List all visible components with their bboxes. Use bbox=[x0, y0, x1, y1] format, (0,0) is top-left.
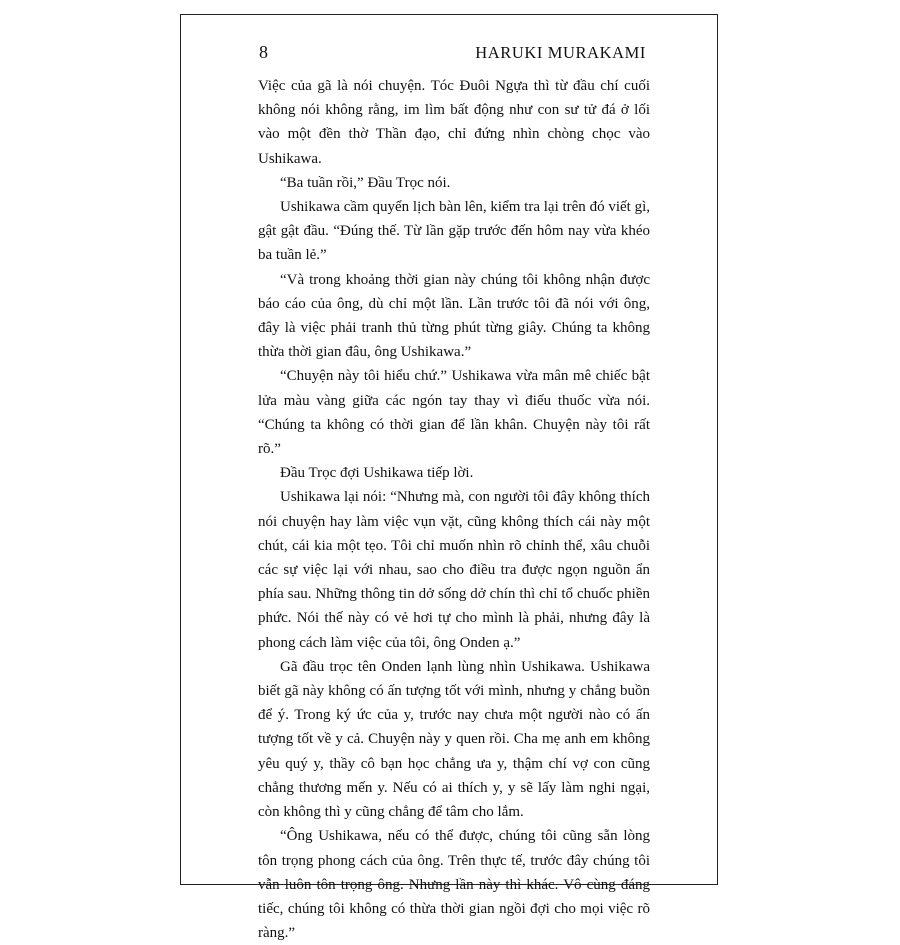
paragraph: Gã đầu trọc tên Onden lạnh lùng nhìn Ushikawa. Ushikawa biết gã này không có ấn tượng tốt với mình, nhưng y chẳng buồn để ý. Trong ký ức của y, trước nay chưa một người nào có ấn tượng tốt về y cả. Chuyện này y quen rồi. Cha mẹ anh em không yêu quý y, thầy cô bạn học chẳng ưa y, thậm chí vợ con cũng chẳng thương mến y. Nếu có ai thích y, y sẽ lấy làm nghi ngại, còn không thì y cũng chẳng để tâm cho lắm. bbox=[258, 658, 650, 821]
running-head-author: HARUKI MURAKAMI bbox=[475, 43, 646, 62]
paragraph: Việc của gã là nói chuyện. Tóc Đuôi Ngựa thì từ đầu chí cuối không nói không rằng, im lìm bất động như con sư tử đá ở lối vào một đền thờ Thần đạo, chỉ đứng nhìn chòng chọc vào Ushikawa. bbox=[258, 78, 650, 167]
paragraph: “Ông Ushikawa, nếu có thể được, chúng tôi cũng sẵn lòng tôn trọng phong cách của ông. Trên thực tế, trước đây chúng tôi vẫn luôn tôn trọng ông. Nhưng lần này thì khác. Vô cùng đáng tiếc, chúng tôi không có thừa thời gian ngồi đợi cho mọi việc rõ ràng.” bbox=[258, 828, 650, 942]
paragraph: “Chuyện này tôi hiểu chứ.” Ushikawa vừa mân mê chiếc bật lửa màu vàng giữa các ngón tay thay vì điếu thuốc vừa nói. “Chúng ta không có thời gian để lần khân. Chuyện này tôi rất rõ.” bbox=[258, 368, 650, 458]
body-text bbox=[258, 74, 650, 945]
page-header bbox=[259, 42, 646, 64]
book-page bbox=[180, 14, 718, 942]
paragraph: Ushikawa lại nói: “Nhưng mà, con người tôi đây không thích nói chuyện hay làm việc vụn vặt, cũng không thích cái này một chút, cái kia một tẹo. Tôi chỉ muốn nhìn rõ chỉnh thể, xâu chuỗi các sự việc lại với nhau, sao cho điều tra được ngọn nguồn ẩn phía sau. Những thông tin dở sống dở chín thì chỉ tổ chuốc phiền phức. Nói thế này có vẻ hơi tự cho mình là phải, nhưng đây là phong cách làm việc của tôi, ông Onden ạ.” bbox=[258, 489, 650, 651]
paragraph: “Và trong khoảng thời gian này chúng tôi không nhận được báo cáo của ông, dù chỉ một lần. Lần trước tôi đã nói với ông, đây là việc phải tranh thủ từng phút từng giây. Chúng ta không thừa thời gian đâu, ông Ushikawa.” bbox=[258, 271, 650, 361]
paragraph: Đầu Trọc đợi Ushikawa tiếp lời. bbox=[280, 465, 474, 482]
paragraph: “Ba tuần rồi,” Đầu Trọc nói. bbox=[280, 174, 451, 191]
paragraph: Ushikawa cầm quyển lịch bàn lên, kiểm tra lại trên đó viết gì, gật gật đầu. “Đúng thế. Từ lần gặp trước đến hôm nay vừa khéo ba tuần lẻ.” bbox=[258, 199, 650, 264]
page-number: 8 bbox=[259, 42, 268, 62]
